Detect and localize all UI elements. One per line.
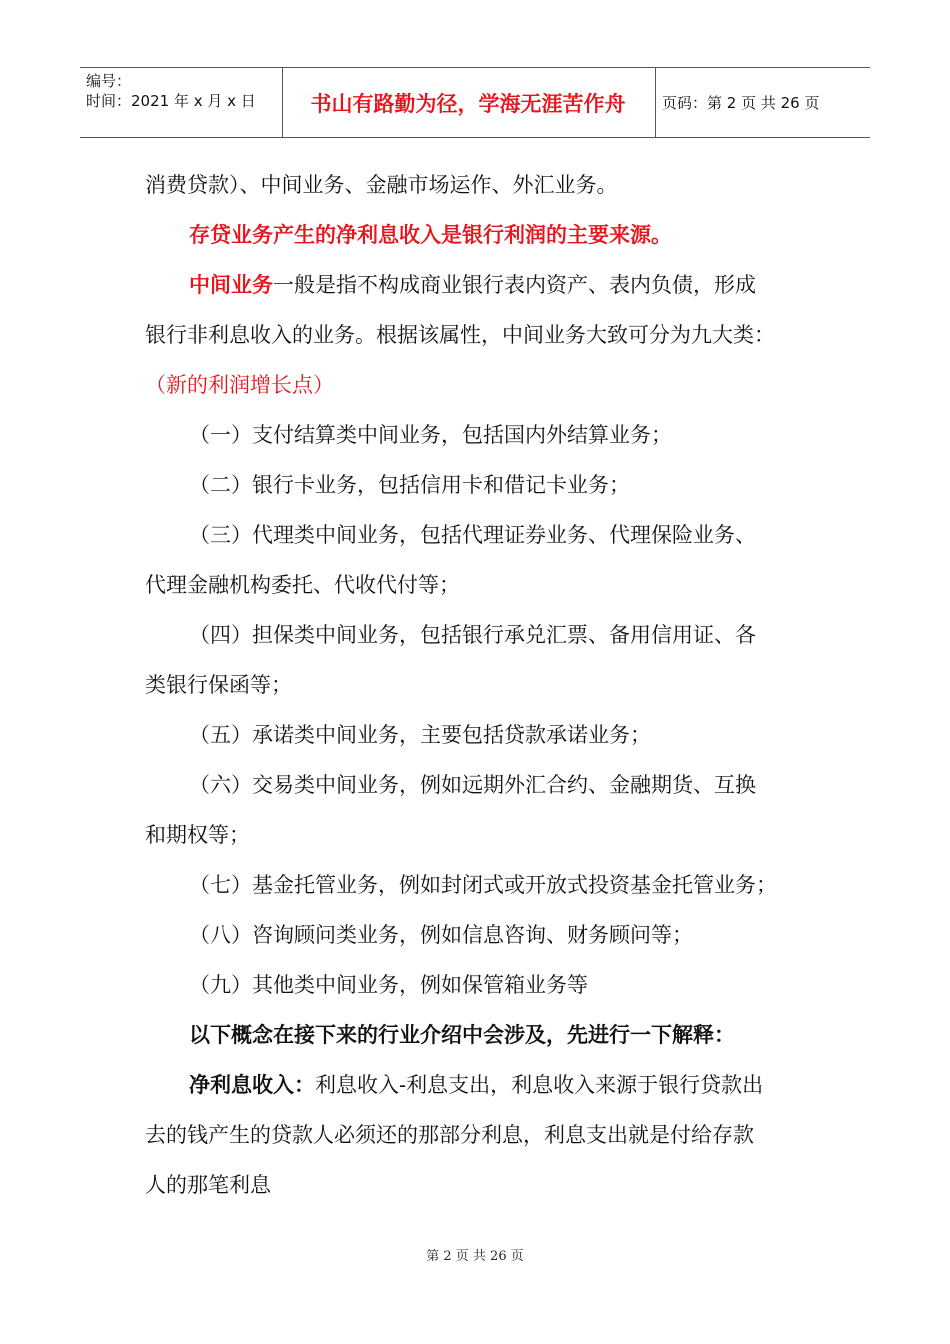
list-item-continued: 类银行保函等； — [145, 673, 292, 697]
header-divider — [655, 68, 656, 137]
list-item: （四）担保类中间业务，包括银行承兑汇票、备用信用证、各 — [189, 623, 756, 647]
page-footer: 第 2 页 共 26 页 — [426, 1249, 524, 1264]
highlight-note: （新的利润增长点） — [145, 373, 334, 397]
paragraph-line: 消费贷款）、中间业务、金融市场运作、外汇业务。 — [145, 173, 618, 197]
highlight-line: 存贷业务产生的净利息收入是银行利润的主要来源。 — [189, 222, 672, 247]
list-item-continued: 和期权等； — [145, 823, 250, 847]
list-item: （九）其他类中间业务，例如保管箱业务等 — [189, 973, 588, 997]
definition-text: 利息收入-利息支出，利息收入来源于银行贷款出 — [315, 1073, 764, 1097]
paragraph-line: 银行非利息收入的业务。根据该属性，中间业务大致可分为九大类： — [145, 323, 775, 347]
header-meta — [86, 71, 282, 111]
term-net-interest-income: 净利息收入： — [189, 1072, 315, 1097]
term-intermediate-business: 中间业务 — [189, 272, 273, 297]
number-label: 编号： — [86, 72, 132, 90]
paragraph-text: 一般是指不构成商业银行表内资产、表内负债，形成 — [273, 273, 756, 297]
paragraph-line — [145, 260, 815, 310]
time-label: 时间：2021 年 x 月 x 日 — [86, 92, 256, 110]
list-item-continued: 代理金融机构委托、代收代付等； — [145, 573, 460, 597]
paragraph-line: 去的钱产生的贷款人必须还的那部分利息，利息支出就是付给存款 — [145, 1123, 754, 1147]
list-item: （三）代理类中间业务，包括代理证券业务、代理保险业务、 — [189, 523, 756, 547]
list-item: （五）承诺类中间业务，主要包括贷款承诺业务； — [189, 723, 651, 747]
section-heading: 以下概念在接下来的行业介绍中会涉及，先进行一下解释： — [189, 1022, 735, 1047]
list-item: （二）银行卡业务，包括信用卡和借记卡业务； — [189, 473, 630, 497]
document-body — [145, 160, 815, 1210]
list-item: （六）交易类中间业务，例如远期外汇合约、金融期货、互换 — [189, 773, 756, 797]
list-item: （一）支付结算类中间业务，包括国内外结算业务； — [189, 423, 672, 447]
header-motto: 书山有路勤为径，学海无涯苦作舟 — [310, 91, 626, 116]
paragraph-line: 人的那笔利息 — [145, 1173, 271, 1197]
document-header — [80, 67, 870, 138]
list-item: （七）基金托管业务，例如封闭式或开放式投资基金托管业务； — [189, 873, 777, 897]
header-page-info: 页码：第 2 页 共 26 页 — [662, 94, 820, 112]
list-item: （八）咨询顾问类业务，例如信息咨询、财务顾问等； — [189, 923, 693, 947]
definition-line — [145, 1060, 815, 1110]
